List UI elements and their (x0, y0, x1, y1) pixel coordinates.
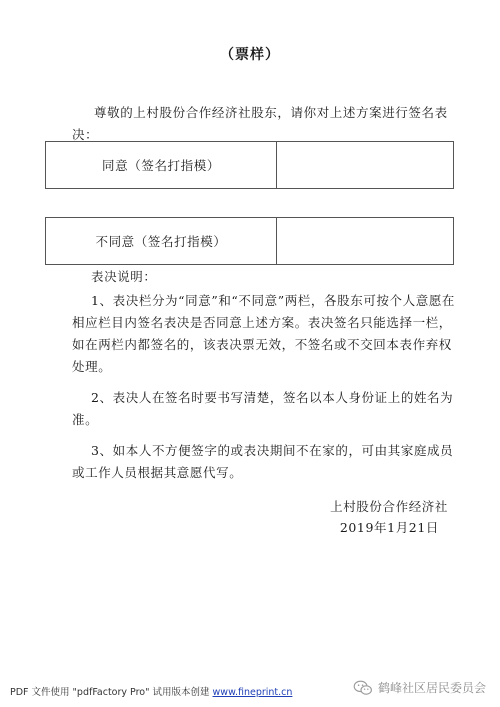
intro-paragraph (72, 102, 452, 146)
pdf-notice-text: PDF 文件使用 "pdfFactory Pro" 试用版本创建 (10, 687, 213, 698)
voting-instructions (72, 266, 458, 493)
intro-line-1: 尊敬的上村股份合作经济社股东，请你对上述方案进行签名表 (94, 105, 448, 120)
instructions-heading: 表决说明： (91, 269, 157, 284)
pdf-link[interactable]: www.fineprint.cn (212, 687, 293, 698)
signature-organization: 上村股份合作经济社 (330, 499, 448, 514)
watermark-text: 鹤峰社区居民委员会 (377, 681, 486, 695)
document-title: （票样） (220, 47, 280, 63)
instruction-item: 3、如本人不方便签字的或表决期间不在家的，可由其家庭成员或工作人员根据其意愿代写。 (72, 443, 454, 480)
disagree-label: 不同意（签名打指模） (46, 218, 277, 264)
disagree-vote-box (45, 217, 454, 265)
agree-signature-area[interactable] (277, 142, 453, 188)
pdf-footer (10, 684, 292, 698)
instruction-item: 1、表决栏分为“同意”和“不同意”两栏，各股东可按个人意愿在相应栏目内签名表决是否同意上述方案。表决签名只能选择一栏，如在两栏内都签名的，该表决票无效，不签名或不交回本表作弃权处理。 (72, 293, 456, 374)
agree-vote-box (45, 141, 454, 189)
wechat-icon (353, 680, 373, 696)
instruction-item: 2、表决人在签名时要书写清楚，签名以本人身份证上的姓名为准。 (72, 390, 454, 427)
disagree-signature-area[interactable] (277, 218, 453, 264)
watermark (353, 679, 486, 696)
agree-label: 同意（签名打指模） (46, 142, 277, 188)
intro-line-2: 决： (72, 127, 99, 142)
signature-date: 2019年1月21日 (339, 520, 439, 535)
